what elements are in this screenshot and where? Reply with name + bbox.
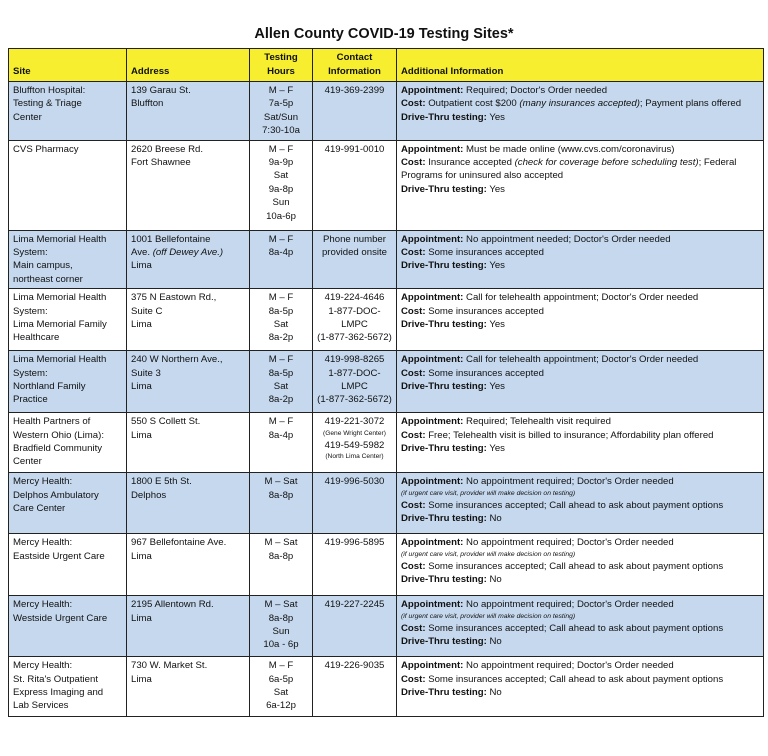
site-cell: Health Partners of Western Ohio (Lima): Bradfield Community Center: [9, 413, 127, 473]
table-row: [9, 230, 764, 289]
address-cell: 139 Garau St. Bluffton: [127, 82, 250, 141]
site-cell: Mercy Health: Westside Urgent Care: [9, 596, 127, 657]
testing-sites-table: [8, 48, 764, 717]
address-cell: 2620 Breese Rd. Fort Shawnee: [127, 140, 250, 230]
address-cell: 730 W. Market St. Lima: [127, 657, 250, 717]
hours-cell: M – F 7a-5p Sat/Sun 7:30-10a: [250, 82, 313, 141]
hours-cell: M – F 9a-9p Sat 9a-8p Sun 10a-6p: [250, 140, 313, 230]
table-row: [9, 473, 764, 534]
address-cell: 1800 E 5th St. Delphos: [127, 473, 250, 534]
info-cell: Appointment: No appointment required; Doctor's Order needed (if urgent care visit, provider will make decision on testing) Cost: Some insurances accepted; Call ahead to ask about payment options Drive-Thru testing: No: [397, 534, 764, 596]
info-cell: Appointment: No appointment required; Doctor's Order needed (if urgent care visit, provider will make decision on testing) Cost: Some insurances accepted; Call ahead to ask about payment options Drive-Thru testing: No: [397, 596, 764, 657]
contact-cell: 419-996-5895: [313, 534, 397, 596]
hours-cell: M – F 8a-5p Sat 8a-2p: [250, 351, 313, 413]
site-cell: Lima Memorial Health System: Lima Memorial Family Healthcare: [9, 289, 127, 351]
site-cell: CVS Pharmacy: [9, 140, 127, 230]
contact-cell: 419-991-0010: [313, 140, 397, 230]
table-row: [9, 534, 764, 596]
contact-cell: Phone number provided onsite: [313, 230, 397, 289]
address-cell: 2195 Allentown Rd. Lima: [127, 596, 250, 657]
site-cell: Mercy Health: Delphos Ambulatory Care Center: [9, 473, 127, 534]
site-cell: Mercy Health: St. Rita's Outpatient Express Imaging and Lab Services: [9, 657, 127, 717]
site-cell: Lima Memorial Health System: Main campus, northeast corner: [9, 230, 127, 289]
contact-cell: 419-221-3072 (Gene Wright Center) 419-549-5982 (North Lima Center): [313, 413, 397, 473]
site-cell: Lima Memorial Health System: Northland Family Practice: [9, 351, 127, 413]
info-cell: Appointment: No appointment required; Doctor's Order needed Cost: Some insurances accepted; Call ahead to ask about payment options Drive-Thru testing: No: [397, 657, 764, 717]
info-cell: Appointment: Must be made online (www.cvs.com/coronavirus) Cost: Insurance accepted (check for coverage before scheduling test); Federal Programs for uninsured also accepted Drive-Thru testing: Yes: [397, 140, 764, 230]
info-cell: Appointment: Call for telehealth appointment; Doctor's Order needed Cost: Some insurances accepted Drive-Thru testing: Yes: [397, 289, 764, 351]
header-address: Address: [127, 49, 250, 82]
table-row: [9, 289, 764, 351]
hours-cell: M – Sat 8a-8p: [250, 534, 313, 596]
header-info: Additional Information: [397, 49, 764, 82]
hours-cell: M – Sat 8a-8p Sun 10a - 6p: [250, 596, 313, 657]
site-cell: Bluffton Hospital: Testing & Triage Center: [9, 82, 127, 141]
address-cell: 967 Bellefontaine Ave. Lima: [127, 534, 250, 596]
contact-cell: 419-224-4646 1-877-DOC-LMPC (1-877-362-5672): [313, 289, 397, 351]
table-row: [9, 657, 764, 717]
hours-cell: M – F 8a-5p Sat 8a-2p: [250, 289, 313, 351]
address-cell: 1001 Bellefontaine Ave. (off Dewey Ave.) Lima: [127, 230, 250, 289]
hours-cell: M – F 6a-5p Sat 6a-12p: [250, 657, 313, 717]
contact-cell: 419-998-8265 1-877-DOC-LMPC (1-877-362-5672): [313, 351, 397, 413]
contact-cell: 419-227-2245: [313, 596, 397, 657]
header-contact: Contact Information: [313, 49, 397, 82]
hours-cell: M – Sat 8a-8p: [250, 473, 313, 534]
page-title: Allen County COVID-19 Testing Sites*: [254, 26, 514, 42]
table-row: [9, 140, 764, 230]
contact-cell: 419-369-2399: [313, 82, 397, 141]
table-row: [9, 351, 764, 413]
header-site: Site: [9, 49, 127, 82]
info-cell: Appointment: Call for telehealth appointment; Doctor's Order needed Cost: Some insurances accepted Drive-Thru testing: Yes: [397, 351, 764, 413]
address-cell: 375 N Eastown Rd., Suite C Lima: [127, 289, 250, 351]
contact-cell: 419-226-9035: [313, 657, 397, 717]
header-row: [9, 49, 764, 82]
info-cell: Appointment: No appointment required; Doctor's Order needed (if urgent care visit, provider will make decision on testing) Cost: Some insurances accepted; Call ahead to ask about payment options Drive-Thru testing: No: [397, 473, 764, 534]
info-cell: Appointment: Required; Doctor's Order needed Cost: Outpatient cost $200 (many insurances accepted); Payment plans offered Drive-Thru testing: Yes: [397, 82, 764, 141]
table-row: [9, 413, 764, 473]
info-cell: Appointment: Required; Telehealth visit required Cost: Free; Telehealth visit is billed to insurance; Affordability plan offered Drive-Thru testing: Yes: [397, 413, 764, 473]
address-cell: 240 W Northern Ave., Suite 3 Lima: [127, 351, 250, 413]
table-row: [9, 596, 764, 657]
header-hours: Testing Hours: [250, 49, 313, 82]
address-cell: 550 S Collett St. Lima: [127, 413, 250, 473]
info-cell: Appointment: No appointment needed; Doctor's Order needed Cost: Some insurances accepted Drive-Thru testing: Yes: [397, 230, 764, 289]
table-row: [9, 82, 764, 141]
site-cell: Mercy Health: Eastside Urgent Care: [9, 534, 127, 596]
hours-cell: M – F 8a-4p: [250, 230, 313, 289]
hours-cell: M – F 8a-4p: [250, 413, 313, 473]
contact-cell: 419-996-5030: [313, 473, 397, 534]
